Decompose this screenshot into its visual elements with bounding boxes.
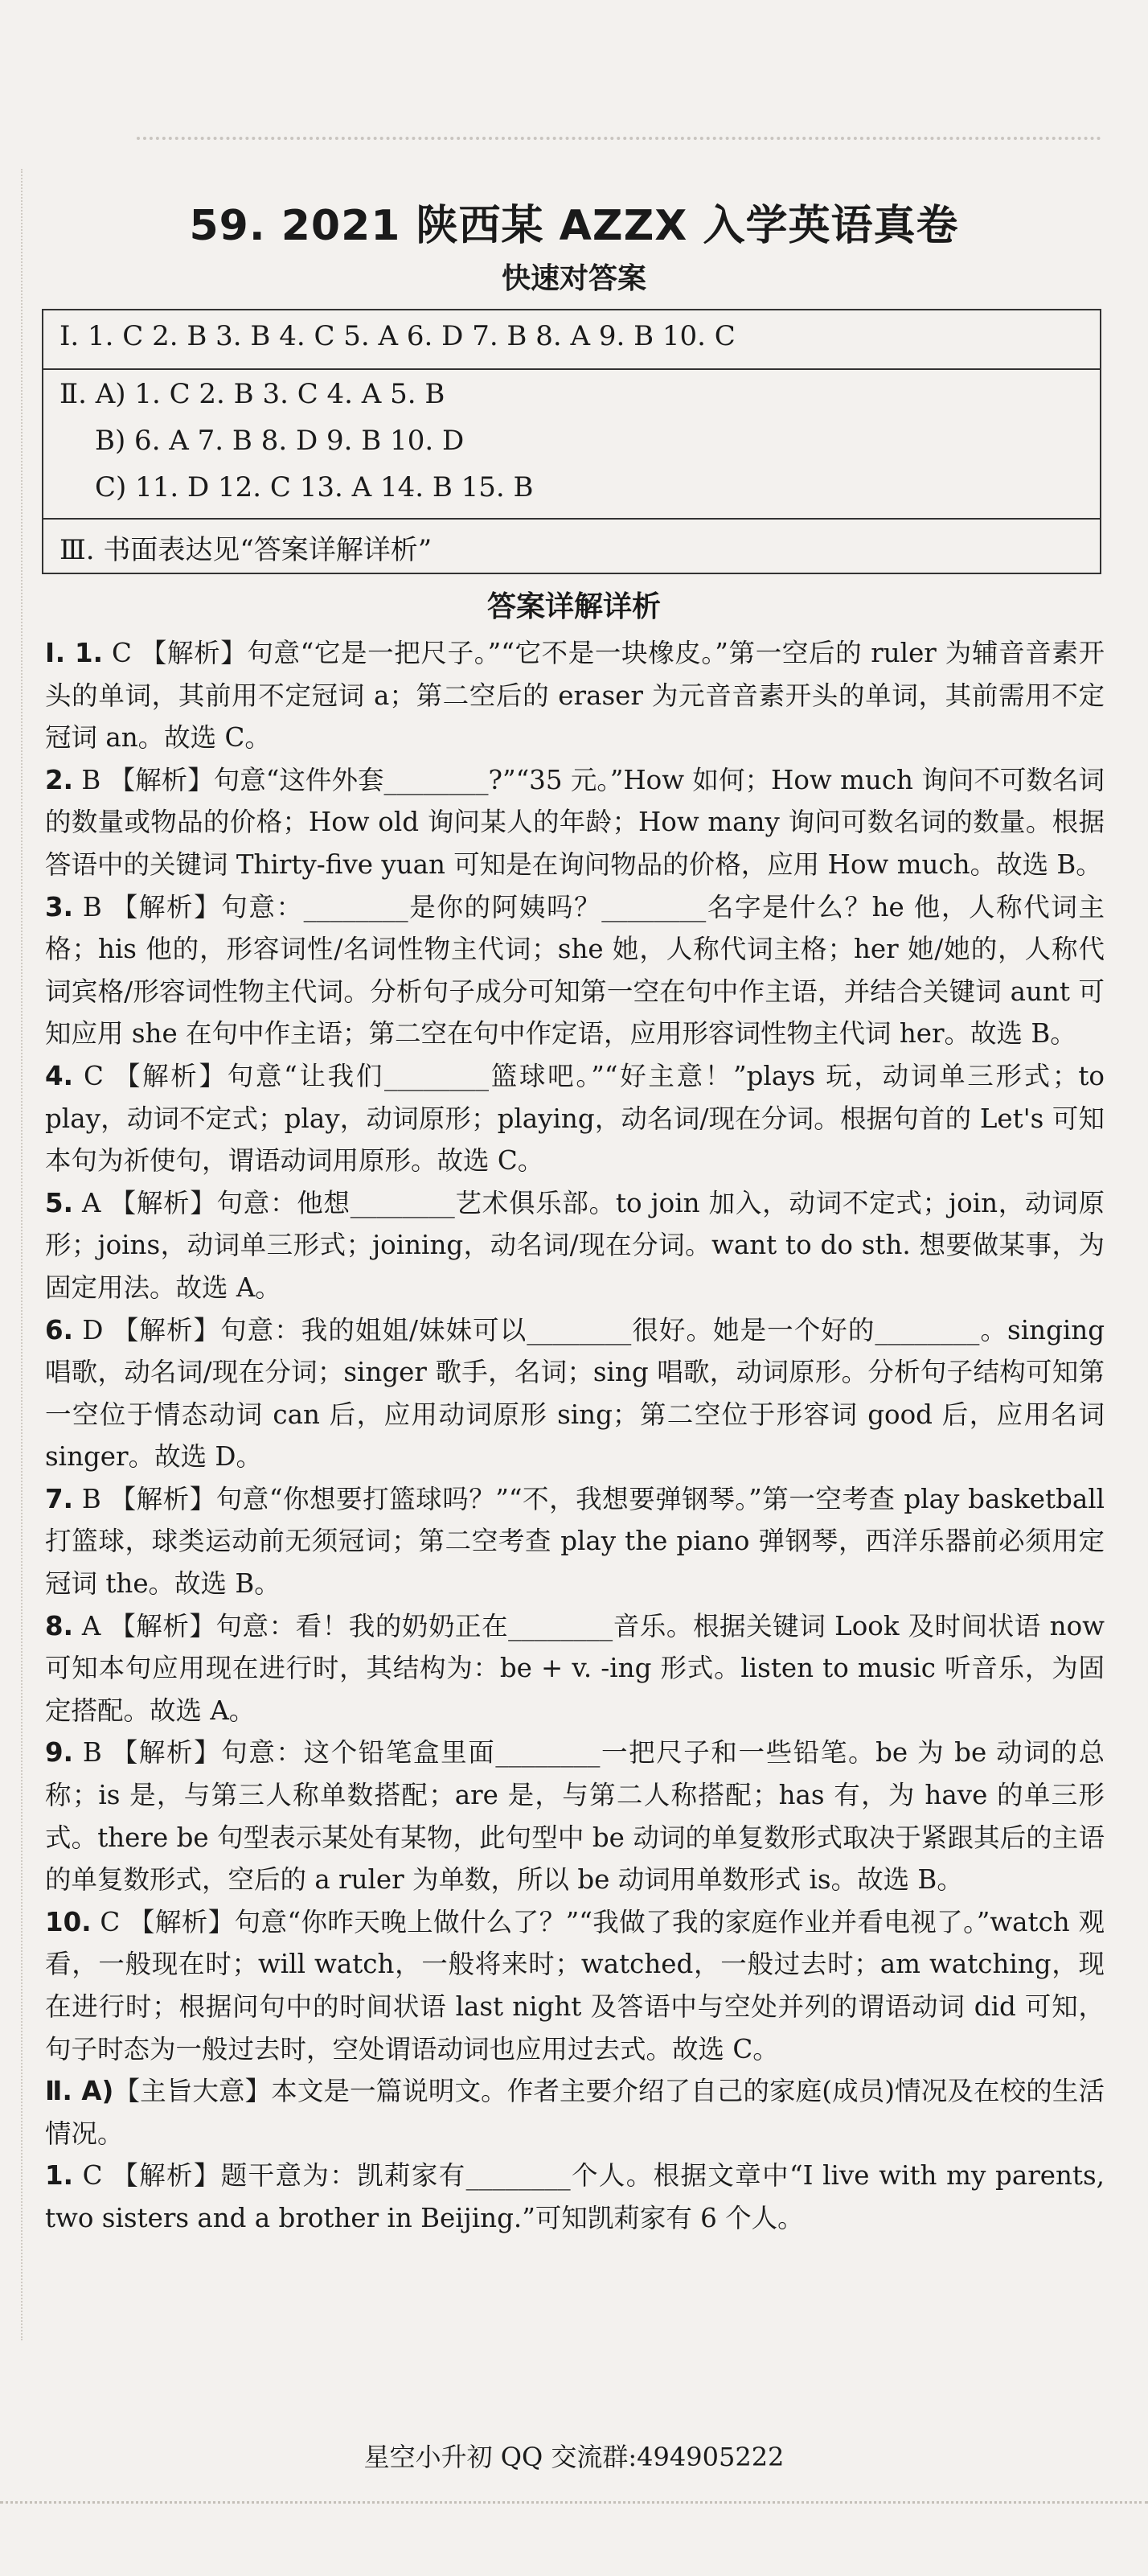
- explanation-item: [45, 1478, 1105, 1605]
- bottom-decorative-rule: [0, 2501, 1148, 2536]
- answer-row-section-2a: Ⅱ. A) 1. C 2. B 3. C 4. A 5. B: [59, 378, 445, 410]
- item-number: 7.: [45, 1483, 73, 1514]
- binding-margin-rule: [21, 169, 23, 2340]
- answer-row-section-2b: B) 6. A 7. B 8. D 9. B 10. D: [95, 425, 465, 457]
- page-title: 59. 2021 陕西某 AZZX 入学英语真卷: [189, 202, 959, 250]
- item-text: C 【解析】句意“你昨天晚上做什么了？”“我做了我的家庭作业并看电视了。”watch 观看，一般现在时；will watch，一般将来时；watched，一般过去时；am watching，现在进行时；根据问句中的时间状语 last night 及答语中与空处并列的谓语动词 did 可知，句子时态为一般过去时，空处谓语动词也应用过去式。故选 C。: [45, 1906, 1105, 2064]
- explanation-item: [45, 1605, 1105, 1732]
- explanation-item: [45, 1309, 1105, 1478]
- item-text: C 【解析】题干意为：凯莉家有________个人。根据文章中“I live with my parents, two sisters and a brother in Beijing.”可知凯莉家有 6 个人。: [45, 2160, 1105, 2233]
- divider: [43, 518, 1100, 520]
- item-number: 1.: [45, 2160, 73, 2192]
- explanation-item: [45, 1901, 1105, 2070]
- explanation-item: [45, 1732, 1105, 1900]
- item-number: 9.: [45, 1737, 73, 1769]
- explanation-item: [45, 632, 1105, 759]
- item-number: 5.: [45, 1187, 73, 1218]
- explanation-item: [45, 1182, 1105, 1309]
- answer-key-box: [42, 309, 1101, 574]
- explanation-item: [45, 2155, 1105, 2239]
- item-number: 6.: [45, 1314, 73, 1346]
- item-number: Ⅱ. A): [45, 2076, 114, 2107]
- answer-row-section-2c: C) 11. D 12. C 13. A 14. B 15. B: [95, 471, 534, 503]
- item-text: A 【解析】句意：看！我的奶奶正在________音乐。根据关键词 Look 及时间状语 now 可知本句应用现在进行时，其结构为：be + v. -ing 形式。listen to music 听音乐，为固定搭配。故选 A。: [45, 1610, 1105, 1726]
- divider: [43, 368, 1100, 370]
- top-decorative-rule: [137, 137, 1101, 143]
- quick-answers-heading: 快速对答案: [501, 262, 646, 295]
- item-text: D 【解析】句意：我的姐姐/妹妹可以________很好。她是一个好的________。singing 唱歌，动名词/现在分词；singer 歌手，名词；sing 唱歌，动词原形。分析句子结构可知第一空位于情态动词 can 后，应用动词原形 sing；第二空位于形容词 good 后，应用名词 singer。故选 D。: [45, 1314, 1105, 1473]
- explanation-item: [45, 759, 1105, 886]
- detailed-answers-heading: 答案详解详析: [486, 590, 661, 623]
- answer-row-section-3: Ⅲ. 书面表达见“答案详解详析”: [59, 534, 433, 566]
- answer-row-section-1: Ⅰ. 1. C 2. B 3. B 4. C 5. A 6. D 7. B 8. A 9. B 10. C: [59, 320, 736, 352]
- item-text: B 【解析】句意：________是你的阿姨吗？________名字是什么？he 他，人称代词主格；his 他的，形容词性/名词性物主代词；she 她，人称代词主格；her 她/她的，人称代词宾格/形容词性物主代词。分析句子成分可知第一空在句中作主语，并结合关键词 aunt 可知应用 she 在句中作主语；第二空在句中作定语，应用形容词性物主代词 her。故选 B。: [45, 891, 1105, 1050]
- detailed-explanations: [45, 632, 1105, 2240]
- explanation-item: [45, 886, 1105, 1055]
- item-number: 10.: [45, 1906, 92, 1937]
- item-text: C 【解析】句意“让我们________篮球吧。”“好主意！”plays 玩，动词单三形式；to play，动词不定式；play，动词原形；playing，动名词/现在分词。根据句首的 Let's 可知本句为祈使句，谓语动词用原形。故选 C。: [45, 1060, 1105, 1177]
- item-number: 3.: [45, 891, 73, 922]
- explanation-item: [45, 1055, 1105, 1182]
- item-text: 【主旨大意】本文是一篇说明文。作者主要介绍了自己的家庭(成员)情况及在校的生活情况。: [45, 2076, 1105, 2149]
- item-text: B 【解析】句意“这件外套________?”“35 元。”How 如何；How much 询问不可数名词的数量或物品的价格；How old 询问某人的年龄；How many 询问可数名词的数量。根据答语中的关键词 Thirty-five yuan 可知是在询问物品的价格，应用 How much。故选 B。: [45, 764, 1105, 880]
- item-number: 4.: [45, 1060, 73, 1091]
- footer-note: 星空小升初 QQ 交流群:494905222: [363, 2442, 785, 2472]
- item-text: B 【解析】句意：这个铅笔盒里面________一把尺子和一些铅笔。be 为 be 动词的总称；is 是，与第三人称单数搭配；are 是，与第二人称搭配；has 有，为 have 的单三形式。there be 句型表示某处有某物，此句型中 be 动词的单复数形式取决于紧跟其后的主语的单复数形式，空后的 a ruler 为单数，所以 be 动词用单数形式 is。故选 B。: [45, 1737, 1105, 1896]
- item-number: 2.: [45, 764, 73, 795]
- item-number: Ⅰ. 1.: [45, 638, 103, 668]
- item-number: 8.: [45, 1610, 73, 1641]
- item-text: B 【解析】句意“你想要打篮球吗？”“不，我想要弹钢琴。”第一空考查 play basketball 打篮球，球类运动前无须冠词；第二空考查 play the piano 弹钢琴，西洋乐器前必须用定冠词 the。故选 B。: [45, 1483, 1105, 1600]
- item-text: A 【解析】句意：他想________艺术俱乐部。to join 加入，动词不定式；join，动词原形；joins，动词单三形式；joining，动名词/现在分词。want to do sth. 想要做某事，为固定用法。故选 A。: [45, 1187, 1105, 1303]
- item-text: C 【解析】句意“它是一把尺子。”“它不是一块橡皮。”第一空后的 ruler 为辅音音素开头的单词，其前用不定冠词 a；第二空后的 eraser 为元音音素开头的单词，其前需用不定冠词 an。故选 C。: [45, 638, 1105, 754]
- section-summary: [45, 2070, 1105, 2155]
